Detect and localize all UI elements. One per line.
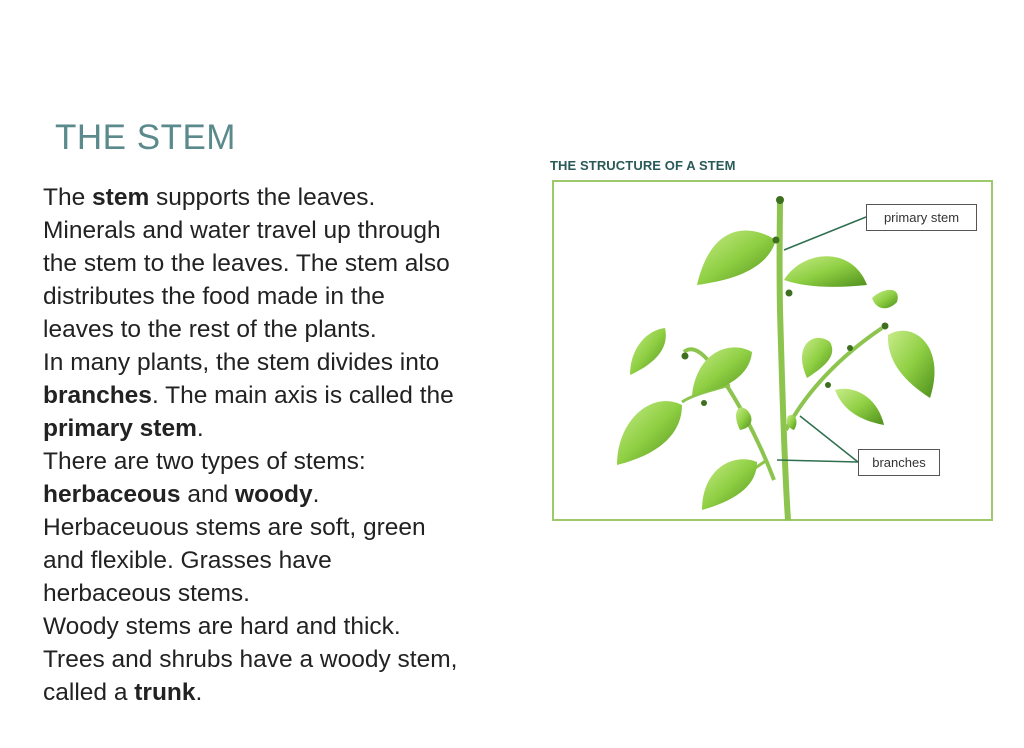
leaf bbox=[872, 290, 898, 308]
paragraph-line bbox=[43, 643, 533, 676]
leader-line-primary-stem bbox=[784, 217, 866, 250]
leader-line-branches bbox=[800, 416, 858, 462]
text-run: The bbox=[43, 184, 93, 211]
text-run: . The main axis is called the bbox=[151, 382, 454, 409]
text-run: distributes the food made in the bbox=[43, 283, 385, 310]
bold-term: woody bbox=[235, 481, 313, 508]
bold-term: herbaceous bbox=[43, 481, 181, 508]
paragraph-line bbox=[43, 346, 533, 379]
text-run: the stem to the leaves. The stem also bbox=[43, 250, 450, 277]
leaf bbox=[702, 459, 757, 510]
text-run: leaves to the rest of the plants. bbox=[43, 316, 377, 343]
text-run: Woody stems are hard and thick. bbox=[43, 613, 401, 640]
paragraph-line bbox=[43, 313, 533, 346]
body-paragraph bbox=[43, 181, 533, 709]
paragraph-line bbox=[43, 379, 533, 412]
paragraph-line bbox=[43, 280, 533, 313]
leaf bbox=[888, 331, 935, 398]
text-run: . bbox=[312, 481, 320, 508]
paragraph-line bbox=[43, 445, 533, 478]
label-primary-stem: primary stem bbox=[866, 204, 977, 231]
bud bbox=[776, 196, 784, 204]
text-run: and bbox=[180, 481, 236, 508]
leaf bbox=[835, 389, 884, 425]
text-run: and flexible. Grasses have bbox=[43, 547, 332, 574]
paragraph-line bbox=[43, 478, 533, 511]
paragraph-line bbox=[43, 181, 533, 214]
paragraph-line bbox=[43, 247, 533, 280]
text-run: herbaceous stems. bbox=[43, 580, 250, 607]
bold-term: stem bbox=[92, 184, 150, 211]
bud bbox=[701, 400, 707, 406]
text-run: . bbox=[195, 679, 203, 706]
bud bbox=[847, 345, 853, 351]
text-run: Trees and shrubs have a woody stem, bbox=[43, 646, 458, 673]
bud bbox=[882, 323, 889, 330]
bud bbox=[825, 382, 831, 388]
bold-term: trunk bbox=[134, 679, 196, 706]
figure-caption: THE STRUCTURE OF A STEM bbox=[550, 158, 736, 173]
leader-line-branches bbox=[777, 460, 858, 462]
text-run: supports the leaves. bbox=[149, 184, 376, 211]
bold-term: primary stem bbox=[43, 415, 197, 442]
paragraph-line bbox=[43, 577, 533, 610]
text-run: In many plants, the stem divides into bbox=[43, 349, 440, 376]
text-run: . bbox=[196, 415, 204, 442]
label-branches: branches bbox=[858, 449, 940, 476]
slide-title: THE STEM bbox=[55, 118, 236, 157]
bud bbox=[773, 237, 780, 244]
text-run: There are two types of stems: bbox=[43, 448, 366, 475]
text-run: Minerals and water travel up through bbox=[43, 217, 441, 244]
paragraph-line bbox=[43, 214, 533, 247]
paragraph-line bbox=[43, 544, 533, 577]
bold-term: branches bbox=[43, 382, 152, 409]
leaf bbox=[697, 230, 776, 285]
text-run: called a bbox=[43, 679, 135, 706]
text-run: Herbaceuous stems are soft, green bbox=[43, 514, 426, 541]
leaf bbox=[784, 256, 867, 287]
primary-stem bbox=[780, 198, 788, 520]
paragraph-line bbox=[43, 610, 533, 643]
bud bbox=[682, 353, 689, 360]
paragraph-line bbox=[43, 511, 533, 544]
leaf bbox=[630, 328, 666, 375]
paragraph-line bbox=[43, 412, 533, 445]
bud bbox=[786, 290, 793, 297]
paragraph-line bbox=[43, 676, 533, 709]
leaf bbox=[617, 401, 682, 465]
